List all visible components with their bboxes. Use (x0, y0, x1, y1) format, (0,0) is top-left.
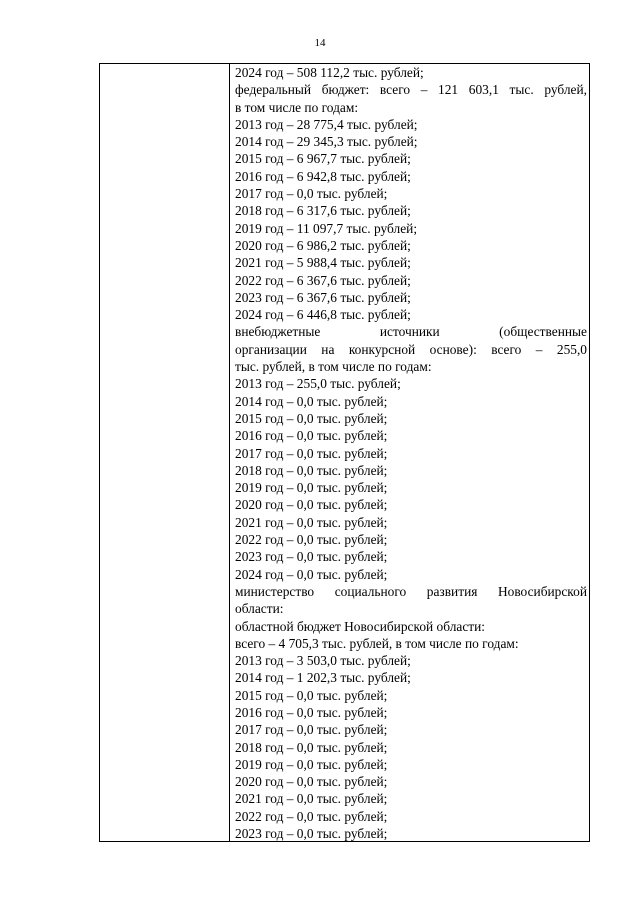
text-line: всего – 4 705,3 тыс. рублей, в том числе по годам: (235, 635, 519, 651)
text-line: внебюджетные источники (общественные (235, 324, 587, 340)
text-line: организации на конкурсной основе): всего – 255,0 (235, 341, 587, 357)
text-line: 2020 год – 0,0 тыс. рублей; (235, 497, 388, 513)
text-line: 2013 год – 28 775,4 тыс. рублей; (235, 116, 418, 132)
page-number: 14 (314, 37, 326, 49)
text-line: 2015 год – 0,0 тыс. рублей; (235, 410, 388, 426)
text-line: 2019 год – 11 097,7 тыс. рублей; (235, 220, 418, 236)
text-line: 2024 год – 0,0 тыс. рублей; (235, 566, 388, 582)
text-line: 2020 год – 6 986,2 тыс. рублей; (235, 237, 411, 253)
text-line: 2017 год – 0,0 тыс. рублей; (235, 445, 388, 461)
text-line: 2019 год – 0,0 тыс. рублей; (235, 756, 388, 772)
text-line: 2021 год – 0,0 тыс. рублей; (235, 791, 388, 807)
text-line: областной бюджет Новосибирской области: (235, 618, 486, 634)
text-line: 2019 год – 0,0 тыс. рублей; (235, 480, 388, 496)
text-line: 2016 год – 0,0 тыс. рублей; (235, 428, 388, 444)
text-line: 2013 год – 3 503,0 тыс. рублей; (235, 653, 411, 669)
text-line: 2021 год – 0,0 тыс. рублей; (235, 514, 388, 530)
text-line: 2022 год – 0,0 тыс. рублей; (235, 808, 388, 824)
text-line: в том числе по годам: (235, 99, 359, 115)
text-line: области: (235, 601, 284, 617)
text-line: 2024 год – 508 112,2 тыс. рублей; (235, 65, 424, 80)
text-line: тыс. рублей, в том числе по годам: (235, 359, 432, 375)
text-line: 2014 год – 29 345,3 тыс. рублей; (235, 134, 418, 150)
text-line: 2024 год – 6 446,8 тыс. рублей; (235, 307, 411, 323)
text-line: 2023 год – 0,0 тыс. рублей; (235, 826, 388, 842)
text-line: 2016 год – 0,0 тыс. рублей; (235, 704, 388, 720)
text-line: 2017 год – 0,0 тыс. рублей; (235, 186, 388, 202)
table-left-column (100, 64, 230, 841)
text-line: 2020 год – 0,0 тыс. рублей; (235, 774, 388, 790)
text-line: 2013 год – 255,0 тыс. рублей; (235, 376, 401, 392)
text-line: 2023 год – 0,0 тыс. рублей; (235, 549, 388, 565)
text-line: 2015 год – 0,0 тыс. рублей; (235, 687, 388, 703)
table-right-column (235, 64, 587, 842)
text-line: 2021 год – 5 988,4 тыс. рублей; (235, 255, 411, 271)
text-line: 2022 год – 6 367,6 тыс. рублей; (235, 272, 411, 288)
text-line: 2022 год – 0,0 тыс. рублей; (235, 532, 388, 548)
text-line: 2014 год – 1 202,3 тыс. рублей; (235, 670, 411, 686)
text-line: 2015 год – 6 967,7 тыс. рублей; (235, 151, 411, 167)
text-line: 2023 год – 6 367,6 тыс. рублей; (235, 289, 411, 305)
text-line: министерство социального развития Новосибирской (235, 583, 587, 599)
text-line: 2014 год – 0,0 тыс. рублей; (235, 393, 388, 409)
text-line: 2017 год – 0,0 тыс. рублей; (235, 722, 388, 738)
text-line: 2018 год – 6 317,6 тыс. рублей; (235, 203, 411, 219)
text-line: 2016 год – 6 942,8 тыс. рублей; (235, 168, 411, 184)
text-line: 2018 год – 0,0 тыс. рублей; (235, 462, 388, 478)
document-table (99, 63, 590, 842)
text-line: 2018 год – 0,0 тыс. рублей; (235, 739, 388, 755)
text-line: федеральный бюджет: всего – 121 603,1 тыс. рублей, (235, 82, 587, 98)
